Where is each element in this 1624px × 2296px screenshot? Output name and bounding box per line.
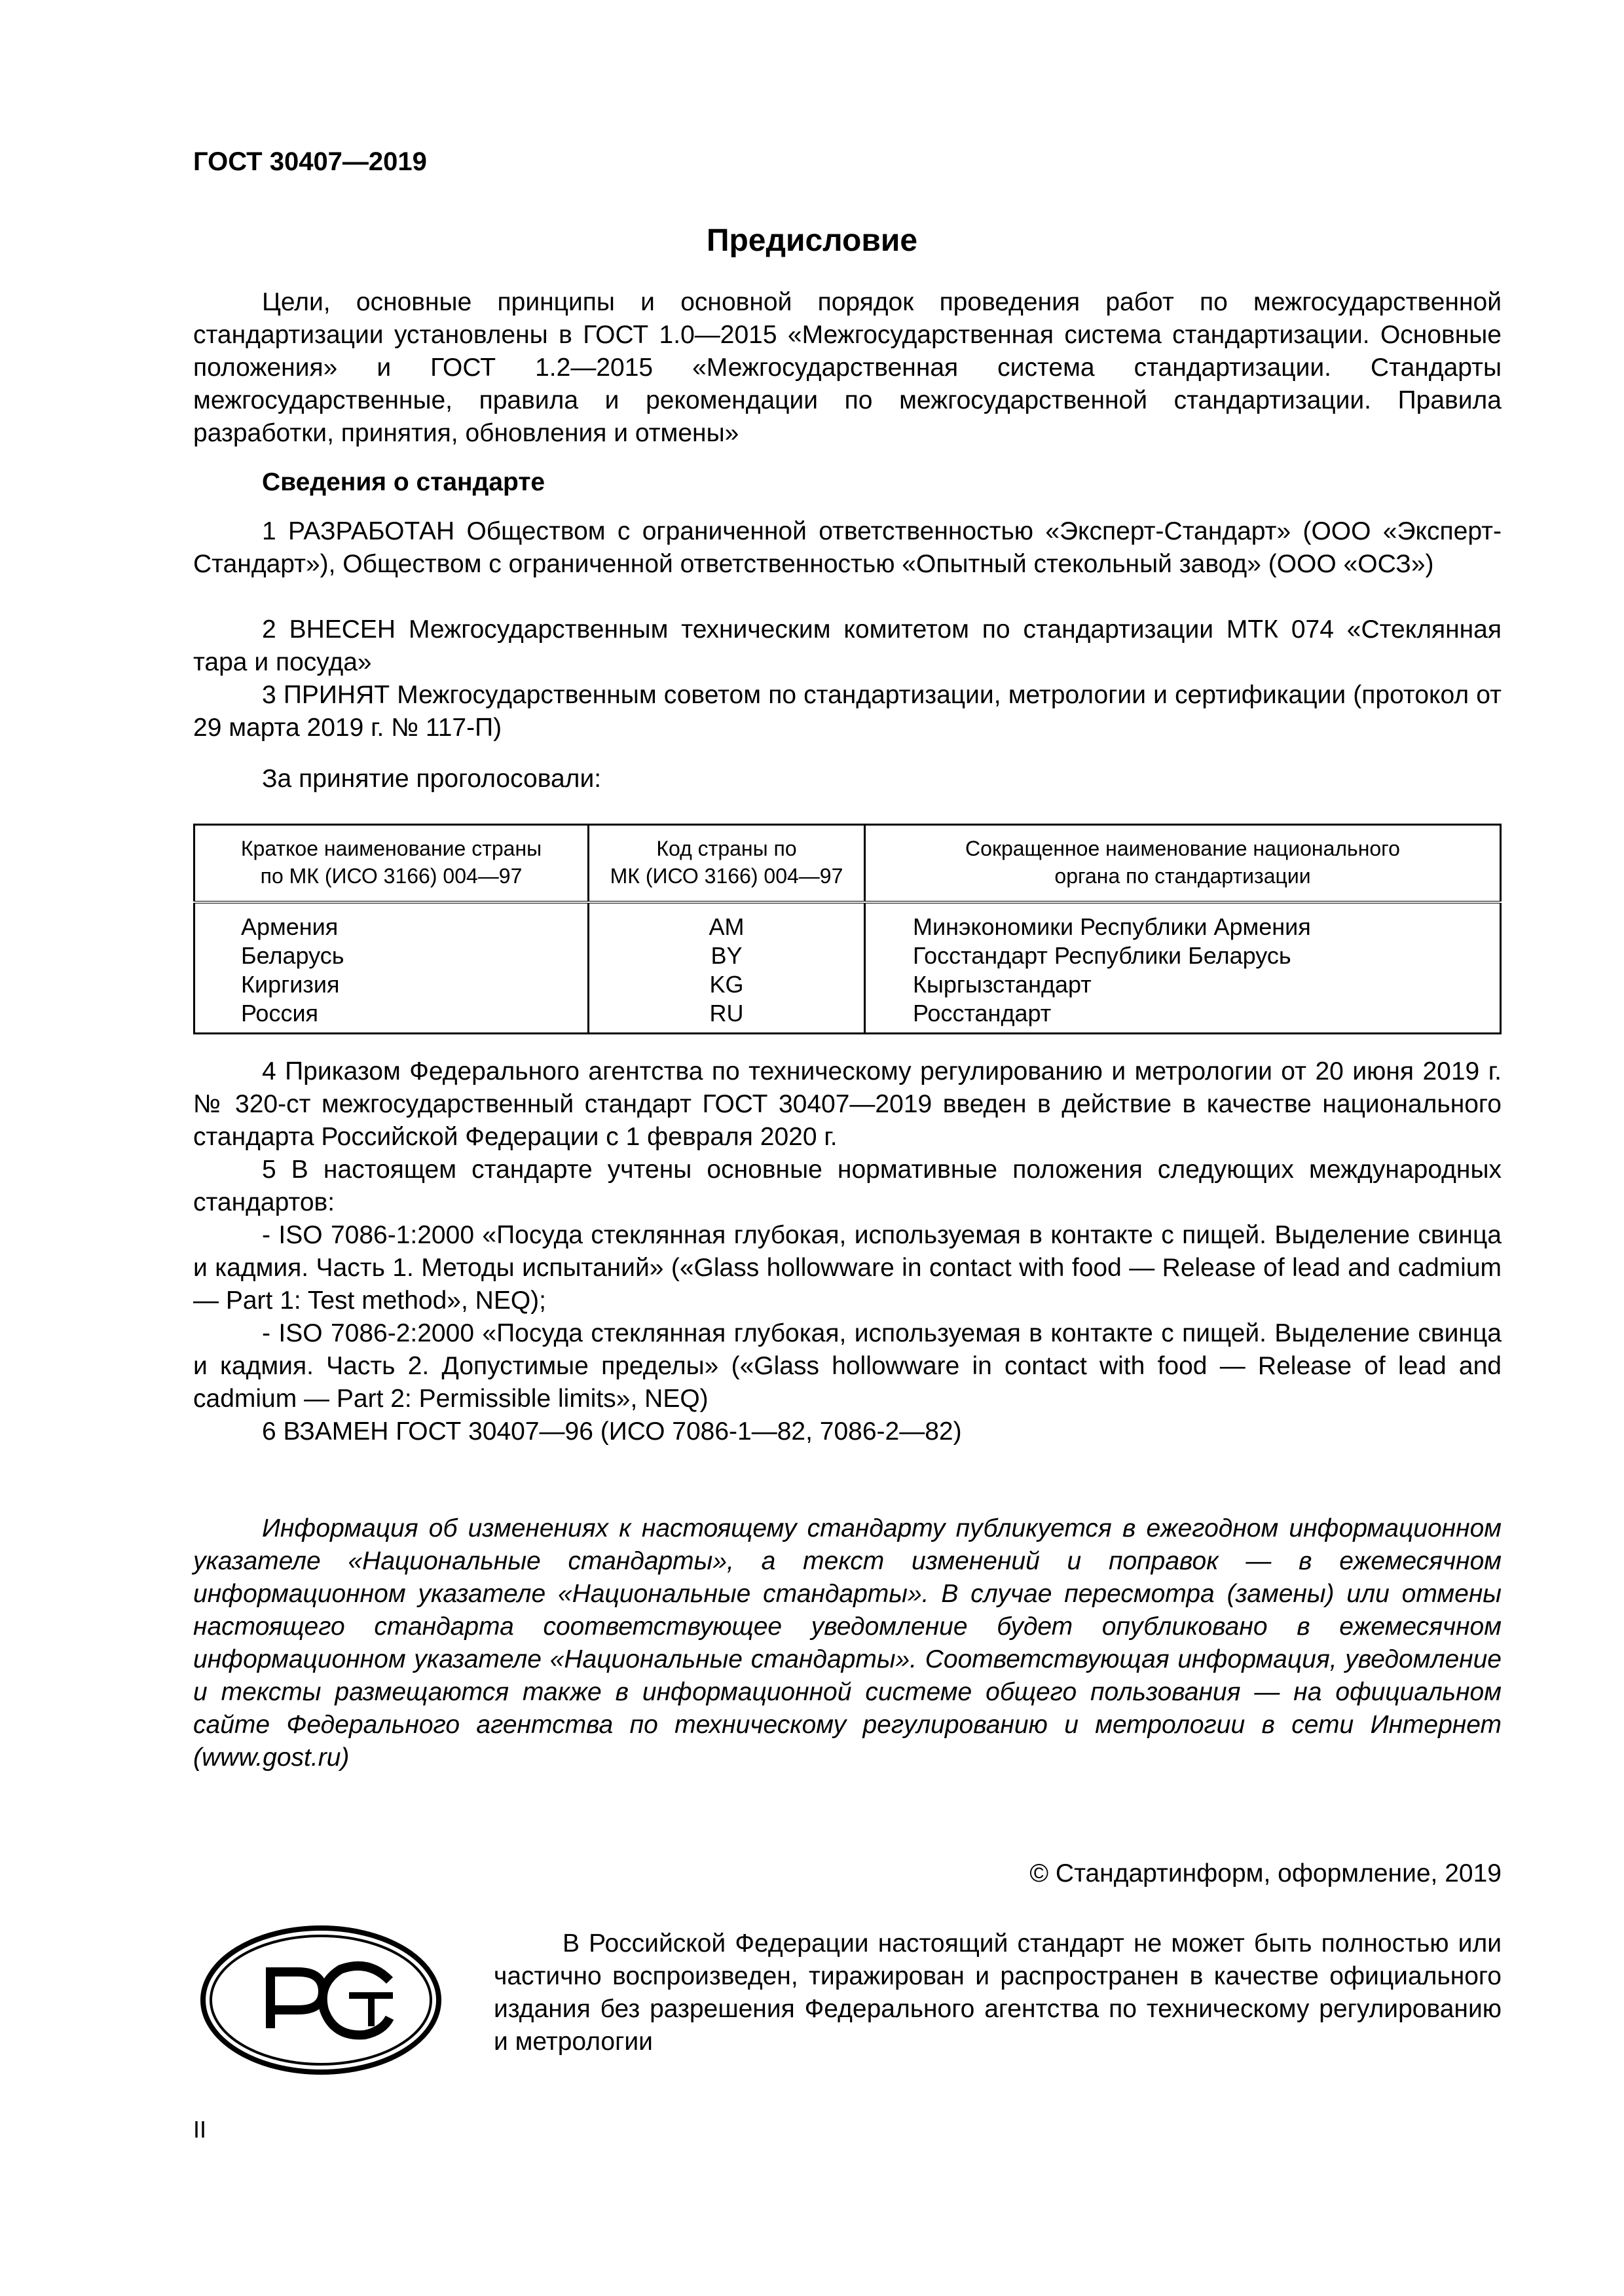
item-2-submitted-by: 2 ВНЕСЕН Межгосударственным техническим комитетом по стандартизации МТК 074 «Стеклянная тара и посуда» <box>193 615 1502 676</box>
table-cell-national-body: Госстандарт Республики Беларусь <box>913 942 1291 969</box>
page-title: Предисловие <box>706 223 918 258</box>
table-cell-national-body: Росстандарт <box>913 1000 1052 1027</box>
item-6-replaces: 6 ВЗАМЕН ГОСТ 30407—96 (ИСО 7086-1—82, 7086-2—82) <box>262 1417 962 1446</box>
section-heading: Сведения о стандарте <box>262 468 545 496</box>
table-body-row <box>194 902 1501 1034</box>
item-1-developed-by: 1 РАЗРАБОТАН Обществом с ограниченной ответственностью «Эксперт-Стандарт» (ООО «Эксперт-Стандарт»), Обществом с ограниченной ответственностью «Опытный стекольный завод» (ООО «ОСЗ») <box>193 517 1502 578</box>
table-cell-country: Беларусь <box>241 942 344 969</box>
table-country-column <box>194 902 589 1034</box>
reproduction-notice: В Российской Федерации настоящий стандарт не может быть полностью или частично воспроизведен, тиражирован и распространен в качестве официального издания без разрешения Федерального агентства по техническому регулированию и метрологии <box>494 1929 1502 2056</box>
table-header-national-body: Сокращенное наименование национального органа по стандартизации <box>865 825 1501 903</box>
item-5-international-standards: 5 В настоящем стандарте учтены основные нормативные положения следующих международных стандартов: <box>193 1156 1502 1216</box>
table-header-row <box>194 825 1501 903</box>
pct-certification-logo-icon <box>193 1918 449 2082</box>
page-number: II <box>193 2116 207 2143</box>
item-5b-iso-7086-2: - ISO 7086-2:2000 «Посуда стеклянная глубокая, используемая в контакте с пищей. Выделение свинца и кадмия. Часть 2. Допустимые пределы» («Glass hollowware in contact with food — Release of lead and cadmium — Part 2: Permissible limits», NEQ) <box>193 1319 1502 1413</box>
copyright: © Стандартинформ, оформление, 2019 <box>1029 1859 1502 1887</box>
table-cell-country: Россия <box>241 1000 319 1027</box>
table-cell-code: AM <box>709 913 745 940</box>
table-cell-code: RU <box>709 1000 744 1027</box>
table-cell-code: KG <box>709 971 744 998</box>
voting-countries-table <box>193 824 1502 1034</box>
table-header-code: Код страны по МК (ИСО 3166) 004—97 <box>589 825 865 903</box>
table-body-column <box>865 902 1501 1034</box>
table-cell-national-body: Кыргызстандарт <box>913 971 1092 998</box>
item-4-order: 4 Приказом Федерального агентства по техническому регулированию и метрологии от 20 июня 2019 г. № 320-ст межгосударственный стандарт ГОСТ 30407—2019 введен в действие в качестве национального стандарта Российской Федерации с 1 февраля 2020 г. <box>193 1057 1502 1151</box>
table-code-column <box>589 902 865 1034</box>
table-cell-national-body: Минэкономики Республики Армения <box>913 913 1311 940</box>
info-notice: Информация об изменениях к настоящему стандарту публикуется в ежегодном информационном указателе «Национальные стандарты», а текст изменений и поправок — в ежемесячном информационном указателе «Национальные стандарты». В случае пересмотра (замены) или отмены настоящего стандарта соответствующее уведомление будет опубликовано в ежемесячном информационном указателе «Национальные стандарты». Соответствующая информация, уведомление и тексты размещаются также в информационной системе общего пользования — на официальном сайте Федерального агентства по техническому регулированию и метрологии в сети Интернет (www.gost.ru) <box>193 1514 1502 1772</box>
table-header-country: Краткое наименование страны по МК (ИСО 3166) 004—97 <box>194 825 589 903</box>
document-number: ГОСТ 30407—2019 <box>193 147 427 176</box>
intro-paragraph: Цели, основные принципы и основной порядок проведения работ по межгосударственной стандартизации установлены в ГОСТ 1.0—2015 «Межгосударственная система стандартизации. Основные положения» и ГОСТ 1.2—2015 «Межгосударственная система стандартизации. Стандарты межгосударственные, правила и рекомендации по межгосударственной стандартизации. Правила разработки, принятия, обновления и отмены» <box>193 288 1502 447</box>
vote-intro: За принятие проголосовали: <box>262 765 602 793</box>
table-cell-code: BY <box>710 942 743 969</box>
table-cell-country: Киргизия <box>241 971 340 998</box>
item-3-adopted-by: 3 ПРИНЯТ Межгосударственным советом по стандартизации, метрологии и сертификации (протокол от 29 марта 2019 г. № 117-П) <box>193 681 1502 742</box>
item-5a-iso-7086-1: - ISO 7086-1:2000 «Посуда стеклянная глубокая, используемая в контакте с пищей. Выделение свинца и кадмия. Часть 1. Методы испытаний» («Glass hollowware in contact with food — Release of lead and cadmium — Part 1: Test method», NEQ); <box>193 1221 1502 1315</box>
table-cell-country: Армения <box>241 913 339 940</box>
